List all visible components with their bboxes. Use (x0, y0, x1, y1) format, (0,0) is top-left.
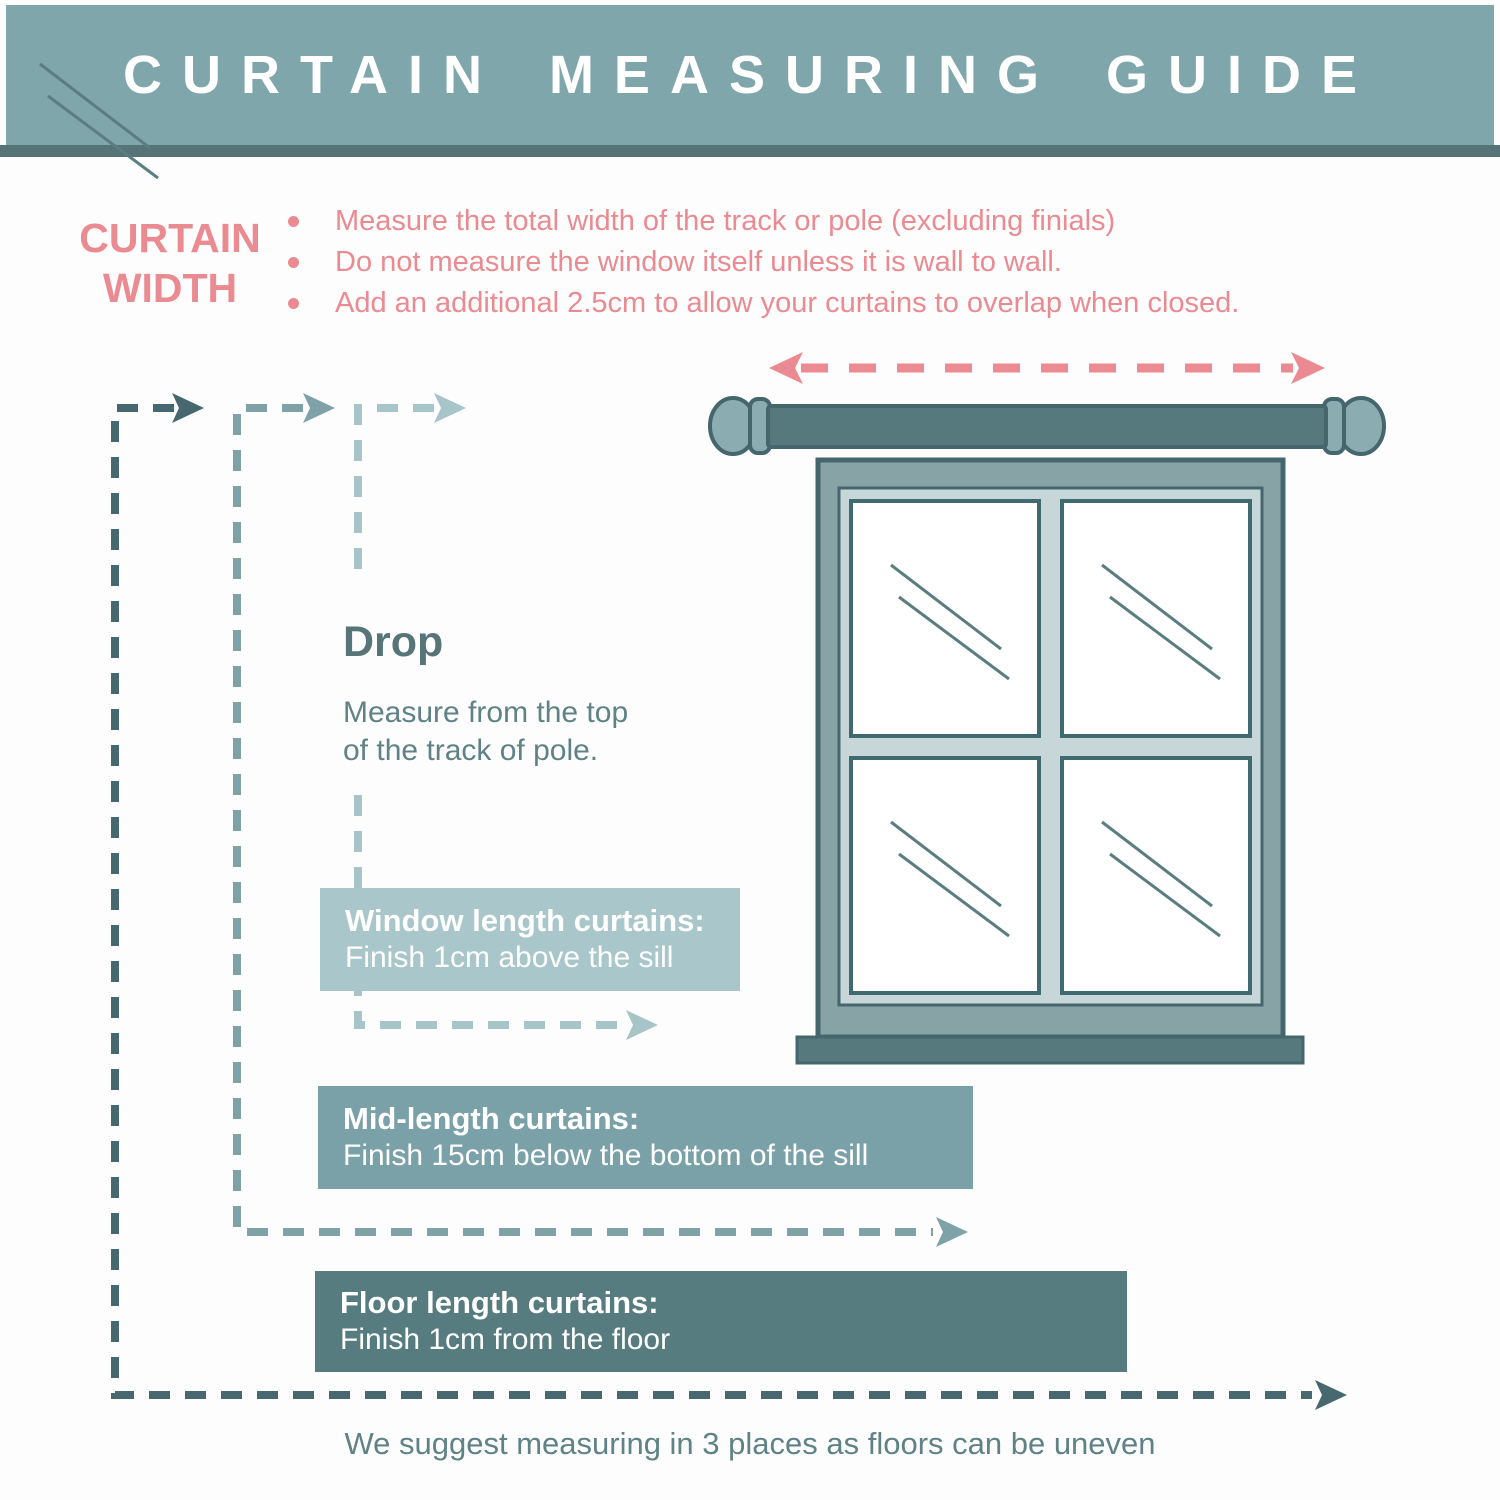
arrowhead-icon (303, 393, 335, 423)
arrowhead-icon (434, 393, 466, 423)
arrowhead-icon (1315, 1380, 1347, 1410)
window-pane (851, 758, 1039, 993)
mid-length-detail: Finish 15cm below the bottom of the sill (343, 1139, 869, 1173)
curtain-width-label-line2: WIDTH (102, 265, 238, 312)
curtain-pole (710, 398, 1384, 454)
drop-heading: Drop (343, 618, 444, 666)
window-pane (851, 501, 1039, 736)
width-measure-arrow (769, 352, 1325, 384)
window-length-box (320, 888, 740, 991)
drop-body (343, 694, 628, 771)
drop-body-line1: Measure from the top (343, 696, 629, 729)
arrowhead-icon (936, 1217, 968, 1247)
bullet-text: Measure the total width of the track or pole (excluding finials) (335, 205, 1116, 237)
window-sill (797, 1037, 1303, 1063)
page-title: CURTAIN MEASURING GUIDE (122, 45, 1377, 105)
bullet-text: Add an additional 2.5cm to allow your curtains to overlap when closed. (335, 287, 1240, 319)
floor-length-title: Floor length curtains: (340, 1285, 659, 1321)
curtain-width-label-line1: CURTAIN (79, 215, 261, 261)
floor-length-detail: Finish 1cm from the floor (340, 1323, 671, 1357)
mid-length-box (318, 1086, 973, 1189)
arrowhead-icon (626, 1010, 658, 1040)
arrowhead-left-icon (769, 352, 803, 384)
window-pane (1062, 501, 1250, 736)
drop-body-line2: of the track of pole. (343, 734, 599, 768)
floor-length-box (315, 1271, 1127, 1372)
window-pane (1062, 758, 1250, 993)
arrowhead-icon (172, 393, 204, 423)
mid-length-title: Mid-length curtains: (343, 1101, 640, 1137)
bullet-text: Do not measure the window itself unless it is wall to wall. (335, 246, 1062, 278)
pole-bar (768, 406, 1326, 447)
glass-reflection-icon (40, 64, 158, 178)
window-length-title: Window length curtains: (345, 903, 705, 939)
window-length-detail: Finish 1cm above the sill (345, 941, 674, 975)
arrowhead-right-icon (1291, 352, 1325, 384)
footer-note: We suggest measuring in 3 places as floors can be uneven (344, 1426, 1156, 1461)
